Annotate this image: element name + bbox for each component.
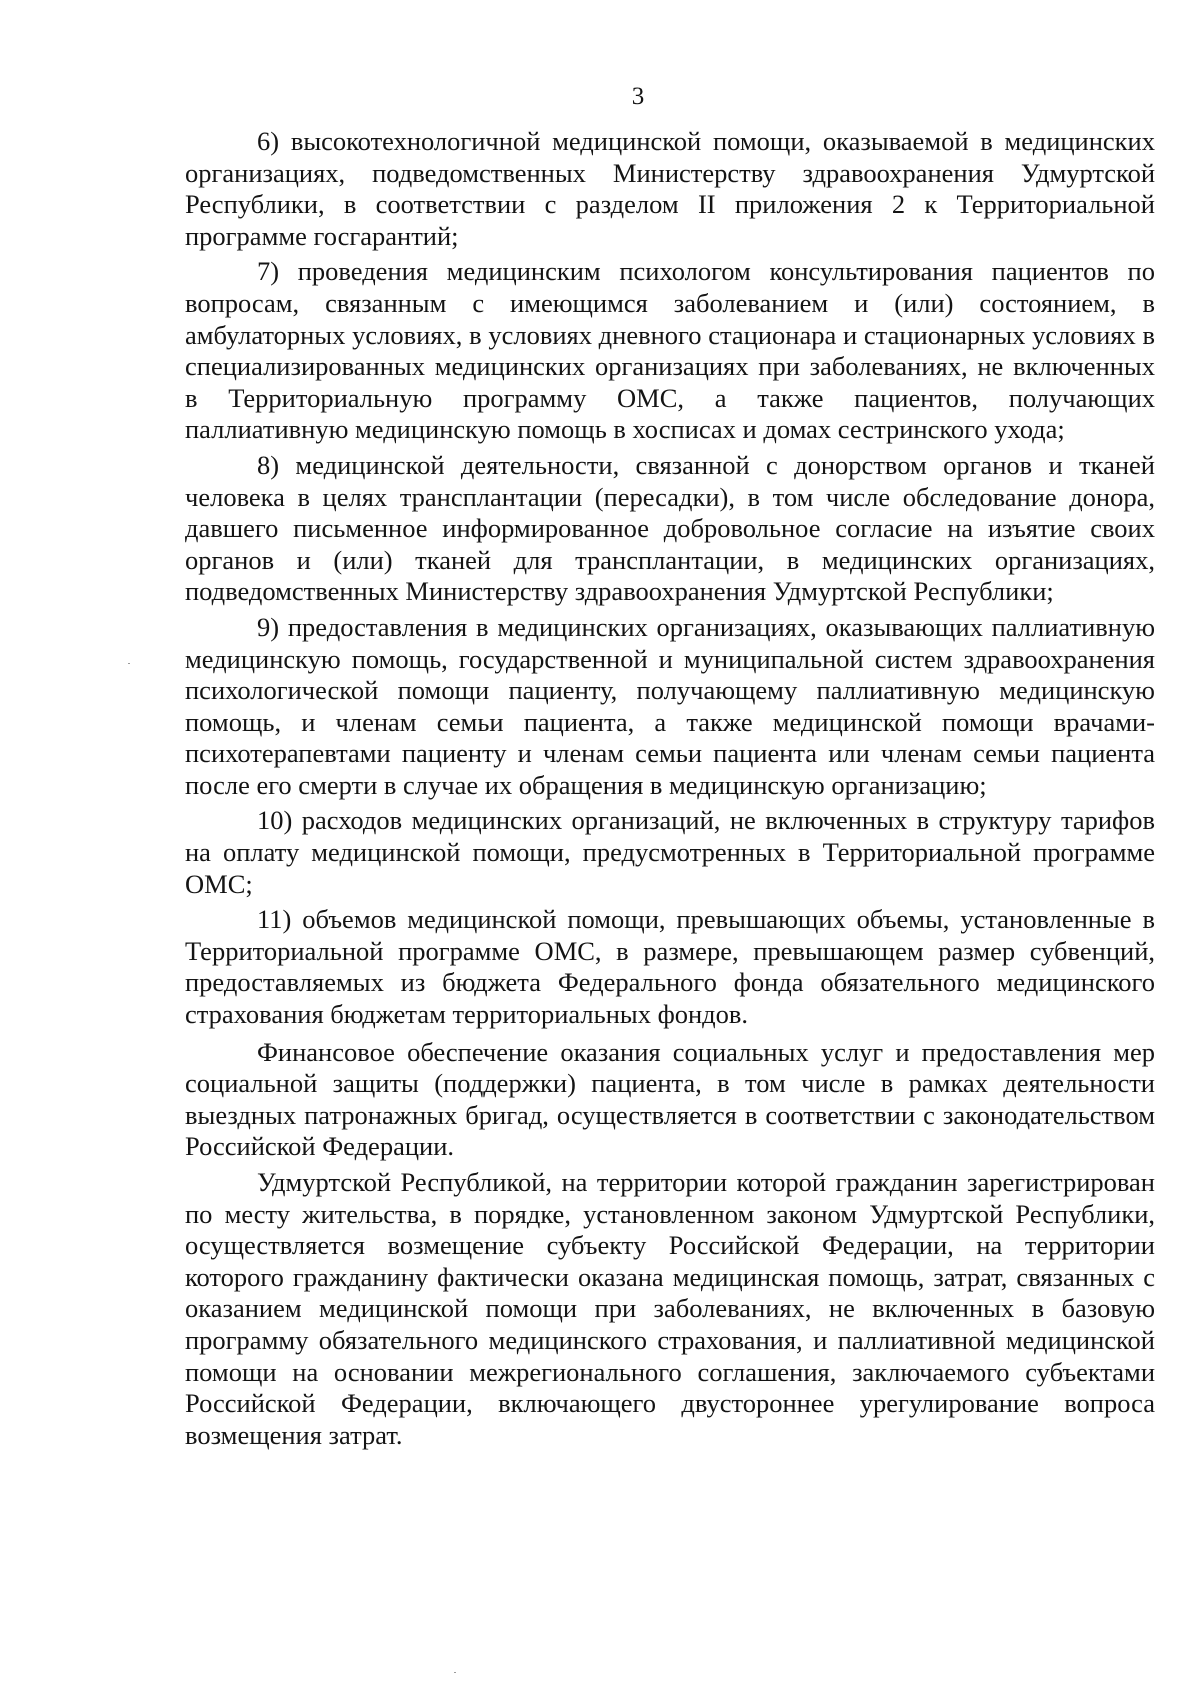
page-number: 3 [631, 83, 645, 110]
paragraph-item-9: 9) предоставления в медицинских организациях, оказывающих паллиативную медицинскую помощь, государственной и муниципальной систем здравоохранения психологической помощи пациенту, получающему паллиативную медицинскую помощь, и членам семьи пациента, а также медицинской помощи врачами-психотерапевтами пациенту и членам семьи пациента или членам семьи пациента после его смерти в случае их обращения в медицинскую организацию; [185, 611, 1155, 800]
paragraph-item-6: 6) высокотехнологичной медицинской помощи, оказываемой в медицинских организациях, подведомственных Министерству здравоохранения Удмуртской Республики, в соответствии с разделом II приложения 2 к Территориальной программе госгарантий; [185, 126, 1155, 251]
document-body [185, 126, 1155, 1451]
paragraph-reimbursement: Удмуртской Республикой, на территории которой гражданин зарегистрирован по месту жительства, в порядке, установленном законом Удмуртской Республики, осуществляется возмещение субъекту Российской Федерации, на территории которого гражданину фактически оказана медицинская помощь, затрат, связанных с оказанием медицинской помощи при заболеваниях, не включенных в базовую программу обязательного медицинского страхования, и паллиативной медицинской помощи на основании межрегионального соглашения, заключаемого субъектами Российской Федерации, включающего двустороннее урегулирование вопроса возмещения затрат. [185, 1167, 1155, 1450]
paragraph-item-8: 8) медицинской деятельности, связанной с донорством органов и тканей человека в целях трансплантации (пересадки), в том числе обследование донора, давшего письменное информированное добровольное согласие на изъятие своих органов и (или) тканей для трансплантации, в медицинских организациях, подведомственных Министерству здравоохранения Удмуртской Республики; [185, 449, 1155, 607]
paragraph-social-services: Финансовое обеспечение оказания социальных услуг и предоставления мер социальной защиты (поддержки) пациента, в том числе в рамках деятельности выездных патронажных бригад, осуществляется в соответствии с законодательством Российской Федерации. [185, 1036, 1155, 1162]
paragraph-item-11: 11) объемов медицинской помощи, превышающих объемы, установленные в Территориальной программе ОМС, в размере, превышающем размер субвенций, предоставляемых из бюджета Федерального фонда обязательного медицинского страхования бюджетам территориальных фондов. [185, 904, 1155, 1030]
paragraph-item-10: 10) расходов медицинских организаций, не включенных в структуру тарифов на оплату медицинской помощи, предусмотренных в Территориальной программе ОМС; [185, 805, 1155, 899]
paragraph-item-7: 7) проведения медицинским психологом консультирования пациентов по вопросам, связанным с имеющимся заболеванием и (или) состоянием, в амбулаторных условиях, в условиях дневного стационара и стационарных условиях в специализированных медицинских организациях при заболеваниях, не включенных в Территориальную программу ОМС, а также пациентов, получающих паллиативную медицинскую помощь в хосписах и домах сестринского ухода; [185, 256, 1155, 445]
scan-speck [128, 663, 130, 664]
scan-speck [454, 1672, 456, 1673]
